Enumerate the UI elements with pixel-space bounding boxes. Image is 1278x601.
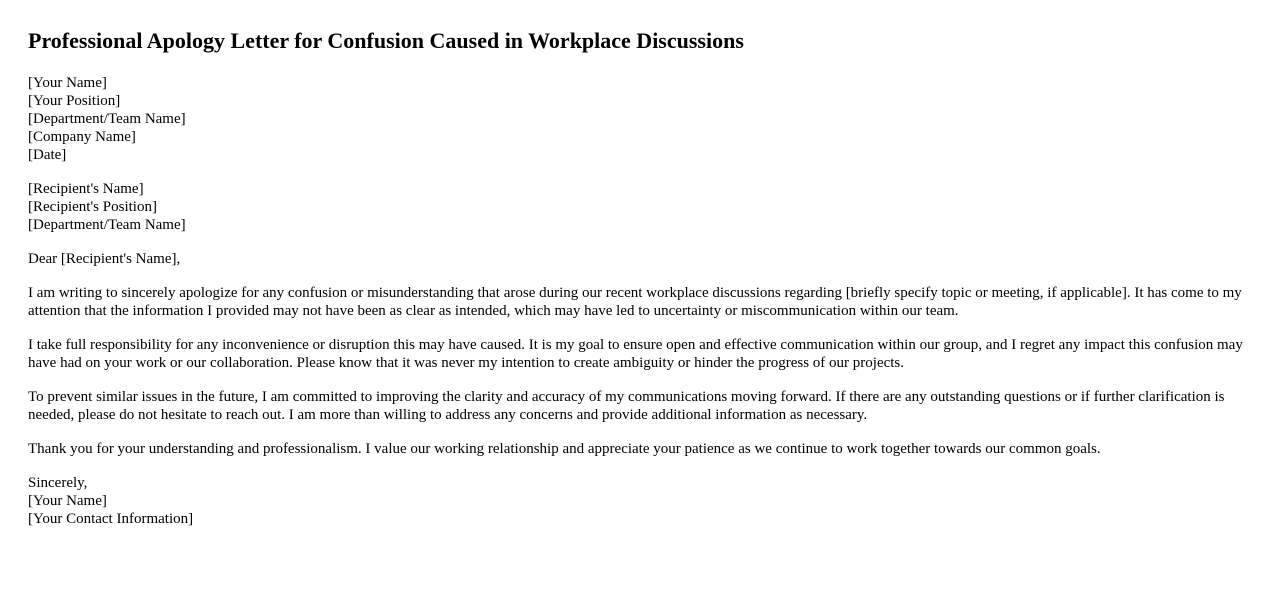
closing-contact: [Your Contact Information]: [28, 511, 194, 527]
sender-company: [Company Name]: [28, 129, 136, 145]
sender-position: [Your Position]: [28, 93, 121, 109]
sender-name: [Your Name]: [28, 75, 107, 91]
closing-block: [28, 474, 1250, 528]
body-paragraph: I am writing to sincerely apologize for any confusion or misunderstanding that arose during our recent workplace discussions regarding [briefly specify topic or meeting, if applicable]. It has come to my attention that the information I provided may not have been as clear as intended, which may have led to uncertainty or miscommunication within our team.: [28, 285, 1242, 319]
recipient-position: [Recipient's Position]: [28, 199, 157, 215]
body-paragraph: Thank you for your understanding and professionalism. I value our working relationship and appreciate your patience as we continue to work together towards our common goals.: [28, 441, 1101, 457]
body-paragraph: To prevent similar issues in the future, I am committed to improving the clarity and accuracy of my communications moving forward. If there are any outstanding questions or if further clarification is needed, please do not hesitate to reach out. I am more than willing to address any concerns and provide additional information as necessary.: [28, 389, 1225, 423]
sender-block: [28, 74, 1250, 164]
recipient-department: [Department/Team Name]: [28, 217, 186, 233]
recipient-name: [Recipient's Name]: [28, 181, 144, 197]
salutation: Dear [Recipient's Name],: [28, 251, 181, 267]
recipient-block: [28, 180, 1250, 234]
body-paragraph: I take full responsibility for any inconvenience or disruption this may have caused. It is my goal to ensure open and effective communication within our group, and I regret any impact this confusion may have had on your work or our collaboration. Please know that it was never my intention to create ambiguity or hinder the progress of our projects.: [28, 337, 1243, 371]
sender-date: [Date]: [28, 147, 67, 163]
closing-valediction: Sincerely,: [28, 475, 88, 491]
closing-name: [Your Name]: [28, 493, 107, 509]
sender-department: [Department/Team Name]: [28, 111, 186, 127]
page-title: Professional Apology Letter for Confusion Caused in Workplace Discussions: [28, 28, 744, 53]
